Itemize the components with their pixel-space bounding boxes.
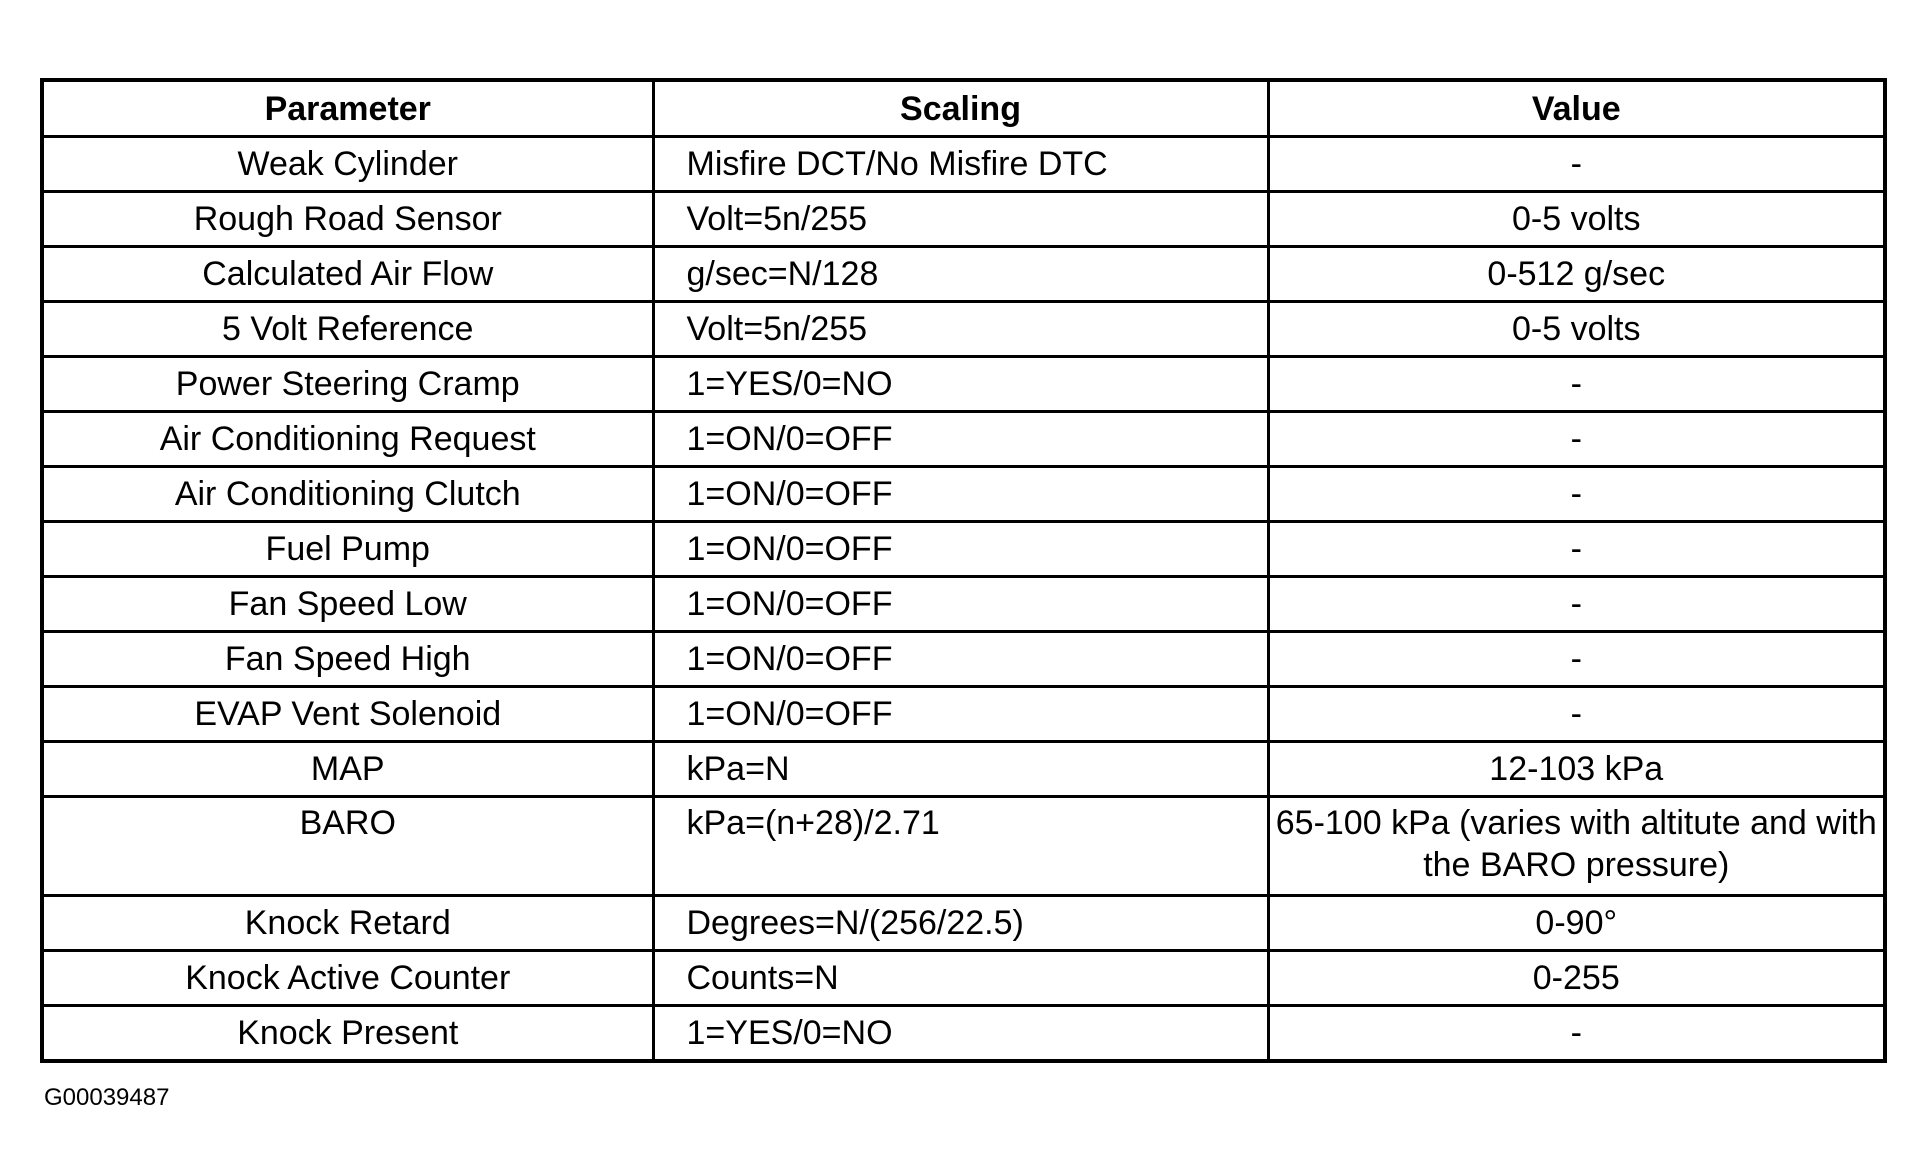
cell-parameter: BARO <box>42 797 653 896</box>
cell-value: - <box>1268 687 1885 742</box>
cell-scaling: 1=ON/0=OFF <box>653 687 1268 742</box>
cell-value: - <box>1268 632 1885 687</box>
table-row <box>42 687 1885 742</box>
cell-scaling: kPa=N <box>653 742 1268 797</box>
cell-scaling: Volt=5n/255 <box>653 302 1268 357</box>
table-row <box>42 577 1885 632</box>
cell-scaling: kPa=(n+28)/2.71 <box>653 797 1268 896</box>
table-row <box>42 467 1885 522</box>
header-scaling: Scaling <box>653 80 1268 137</box>
cell-value: - <box>1268 357 1885 412</box>
cell-value: 0-512 g/sec <box>1268 247 1885 302</box>
cell-parameter: Calculated Air Flow <box>42 247 653 302</box>
cell-value: 0-90° <box>1268 896 1885 951</box>
table-row <box>42 632 1885 687</box>
cell-parameter: Knock Retard <box>42 896 653 951</box>
cell-scaling: 1=YES/0=NO <box>653 357 1268 412</box>
table-row <box>42 412 1885 467</box>
cell-value: - <box>1268 522 1885 577</box>
cell-value: - <box>1268 577 1885 632</box>
table-row <box>42 742 1885 797</box>
cell-value: 0-5 volts <box>1268 192 1885 247</box>
cell-value: - <box>1268 137 1885 192</box>
table-row <box>42 1006 1885 1062</box>
header-value: Value <box>1268 80 1885 137</box>
cell-parameter: Knock Active Counter <box>42 951 653 1006</box>
cell-scaling: Misfire DCT/No Misfire DTC <box>653 137 1268 192</box>
cell-scaling: 1=ON/0=OFF <box>653 467 1268 522</box>
table-row <box>42 951 1885 1006</box>
header-parameter: Parameter <box>42 80 653 137</box>
parameter-table-container <box>40 78 1883 1063</box>
cell-parameter: Fuel Pump <box>42 522 653 577</box>
cell-scaling: 1=ON/0=OFF <box>653 632 1268 687</box>
cell-scaling: 1=ON/0=OFF <box>653 412 1268 467</box>
cell-parameter: Knock Present <box>42 1006 653 1062</box>
cell-parameter: Air Conditioning Clutch <box>42 467 653 522</box>
cell-scaling: Volt=5n/255 <box>653 192 1268 247</box>
cell-parameter: Air Conditioning Request <box>42 412 653 467</box>
table-row <box>42 357 1885 412</box>
cell-scaling: Counts=N <box>653 951 1268 1006</box>
cell-value: 0-255 <box>1268 951 1885 1006</box>
cell-parameter: Weak Cylinder <box>42 137 653 192</box>
cell-scaling: 1=ON/0=OFF <box>653 522 1268 577</box>
table-row <box>42 302 1885 357</box>
cell-scaling: 1=YES/0=NO <box>653 1006 1268 1062</box>
cell-value: - <box>1268 1006 1885 1062</box>
cell-value: 0-5 volts <box>1268 302 1885 357</box>
table-header-row <box>42 80 1885 137</box>
cell-parameter: Power Steering Cramp <box>42 357 653 412</box>
table-row <box>42 896 1885 951</box>
table-row <box>42 522 1885 577</box>
cell-parameter: EVAP Vent Solenoid <box>42 687 653 742</box>
cell-parameter: MAP <box>42 742 653 797</box>
cell-value: 65-100 kPa (varies with altitute and with the BARO pressure) <box>1268 797 1885 896</box>
cell-value: - <box>1268 467 1885 522</box>
cell-value: - <box>1268 412 1885 467</box>
parameter-table <box>40 78 1887 1063</box>
cell-scaling: 1=ON/0=OFF <box>653 577 1268 632</box>
cell-parameter: Fan Speed Low <box>42 577 653 632</box>
cell-parameter: Rough Road Sensor <box>42 192 653 247</box>
table-row <box>42 247 1885 302</box>
cell-parameter: 5 Volt Reference <box>42 302 653 357</box>
table-row <box>42 192 1885 247</box>
table-row <box>42 137 1885 192</box>
cell-scaling: Degrees=N/(256/22.5) <box>653 896 1268 951</box>
table-row <box>42 797 1885 896</box>
cell-value: 12-103 kPa <box>1268 742 1885 797</box>
cell-scaling: g/sec=N/128 <box>653 247 1268 302</box>
cell-parameter: Fan Speed High <box>42 632 653 687</box>
figure-id: G00039487 <box>44 1084 170 1111</box>
